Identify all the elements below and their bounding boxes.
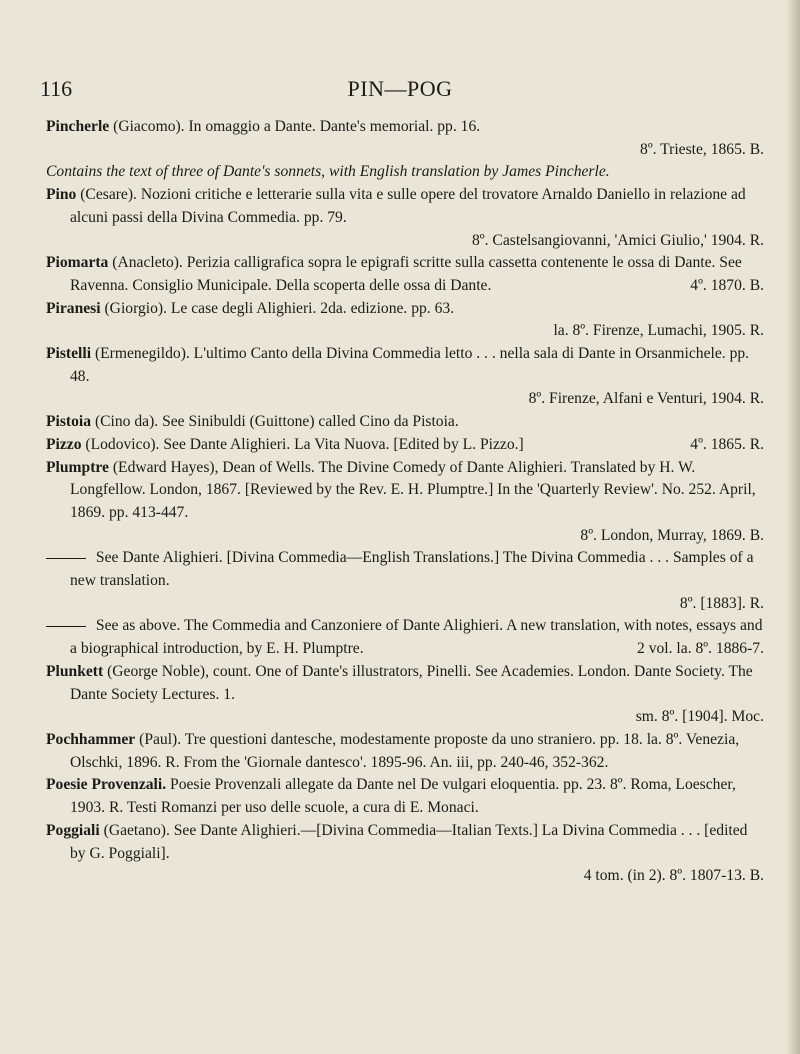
entry-poggiali [46, 820, 764, 888]
entry-headword: Pochhammer [46, 730, 136, 748]
entry-text: See Dante Alighieri. [Divina Commedia—English Translations.] The Divina Commedia . . . Samples of a new translation. [70, 549, 754, 590]
ditto-dash [46, 626, 86, 627]
page-number: 116 [40, 76, 73, 101]
ditto-dash [46, 558, 86, 559]
entry-headword: Pino [46, 186, 77, 204]
entry-text: (Cino da). See Sinibuldi (Guittone) called Cino da Pistoia. [94, 413, 459, 431]
entry-headword: Plunkett [46, 662, 104, 680]
entry-headword: Pincherle [46, 118, 110, 135]
entry-pistelli [46, 343, 764, 411]
entry-imprint: 4 tom. (in 2). 8º. 1807-13. B. [583, 867, 764, 885]
entry-headword: Pizzo [46, 435, 82, 453]
entry-headword: Piomarta [46, 254, 109, 272]
entry-text: (Giorgio). Le case degli Alighieri. 2da. edizione. pp. 63. [104, 299, 455, 317]
entry-text: (Edward Hayes), Dean of Wells. The Divine Comedy of Dante Alighieri. Translated by H. W. Longfellow. London, 1867. [Reviewed by the Rev. E. H. Plumptre.] In the 'Quarterly Review'. No. 252. April, 1869. pp. 413-447. [70, 458, 756, 521]
entry-pino [46, 184, 764, 252]
entry-text: (George Noble), count. One of Dante's illustrators, Pinelli. See Academies. London. Dante Society. The Dante Society Lectures. 1. [70, 662, 753, 703]
entry-text: (Giacomo). In omaggio a Dante. Dante's memorial. pp. 16. [113, 118, 481, 135]
entry-plunkett [46, 661, 764, 729]
entry-note: Contains the text of three of Dante's sonnets, with English translation by James Pincherle. [46, 163, 610, 181]
page-edge-shadow [786, 0, 800, 1054]
entry-text: (Gaetano). See Dante Alighieri.—[Divina Commedia—Italian Texts.] La Divina Commedia . . . [edited by G. Poggiali]. [70, 821, 748, 862]
entry-piranesi [46, 298, 764, 343]
entry-imprint: 8º. Castelsangiovanni, 'Amici Giulio,' 1904. R. [472, 231, 764, 249]
entry-imprint: 2 vol. la. 8º. 1886-7. [637, 640, 764, 658]
entry-pizzo [46, 434, 764, 457]
entry-piomarta [46, 252, 764, 297]
entry-imprint: 8º. [1883]. R. [679, 594, 764, 612]
entry-pistoia [46, 411, 764, 434]
entry-text: (Lodovico). See Dante Alighieri. La Vita Nuova. [Edited by L. Pizzo.] [85, 435, 524, 453]
page-header [40, 76, 760, 104]
entry-imprint: 8º. Trieste, 1865. B. [640, 140, 764, 158]
entry-imprint: 4º. 1865. R. [690, 435, 764, 453]
entry-text: Poesie Provenzali allegate da Dante nel De vulgari eloquentia. pp. 23. 8º. Roma, Loescher, 1903. R. Testi Romanzi per uso delle scuole, a cura di E. Monaci. [70, 776, 736, 817]
running-head: PIN—POG [347, 76, 453, 101]
entry-pochhammer [46, 729, 764, 774]
entry-text: (Cesare). Nozioni critiche e letterarie sulla vita e sulle opere del trovatore Arnaldo Daniello in relazione ad alcuni passi della Divina Commedia. pp. 79. [70, 186, 746, 226]
entry-headword: Pistelli [46, 345, 92, 363]
entry-headword: Pistoia [46, 413, 92, 431]
entry-imprint: 8º. Firenze, Alfani e Venturi, 1904. R. [528, 390, 764, 408]
entry-headword: Poggiali [46, 821, 100, 839]
entry-text: (Paul). Tre questioni dantesche, modestamente proposte da uno straniero. pp. 18. la. 8º. Venezia, Olschki, 1896. R. From the 'Giornale dantesco'. 1895-96. An. iii, pp. 240-46, 352-362. [70, 730, 740, 771]
entry-imprint: la. 8º. Firenze, Lumachi, 1905. R. [553, 322, 764, 340]
entry-headword: Poesie Provenzali. [46, 776, 167, 794]
entry-imprint: sm. 8º. [1904]. Moc. [635, 708, 764, 726]
entry-pincherle [46, 116, 764, 184]
entry-plumptre-see-also [46, 547, 764, 615]
entry-text: See as above. The Commedia and Canzoniere of Dante Alighieri. A new translation, with notes, essays and a biographical introduction, by E. H. Plumptre. [70, 617, 763, 658]
bibliography-entries [46, 116, 764, 888]
entry-headword: Plumptre [46, 458, 109, 476]
entry-imprint: 8º. London, Murray, 1869. B. [580, 526, 764, 544]
entry-plumptre [46, 457, 764, 548]
entry-text: (Ermenegildo). L'ultimo Canto della Divina Commedia letto . . . nella sala di Dante in Orsanmichele. pp. 48. [70, 345, 750, 385]
entry-poesie-provenzali [46, 774, 764, 819]
entry-headword: Piranesi [46, 299, 101, 317]
entry-plumptre-see-as-above [46, 615, 764, 660]
entry-text: (Anacleto). Perizia calligrafica sopra le epigrafi scritte sulla cassetta contenente le ossa di Dante. See Ravenna. Consiglio Municipale. Della scoperta delle ossa di Dante. [70, 254, 742, 294]
entry-imprint: 4º. 1870. B. [690, 276, 764, 294]
